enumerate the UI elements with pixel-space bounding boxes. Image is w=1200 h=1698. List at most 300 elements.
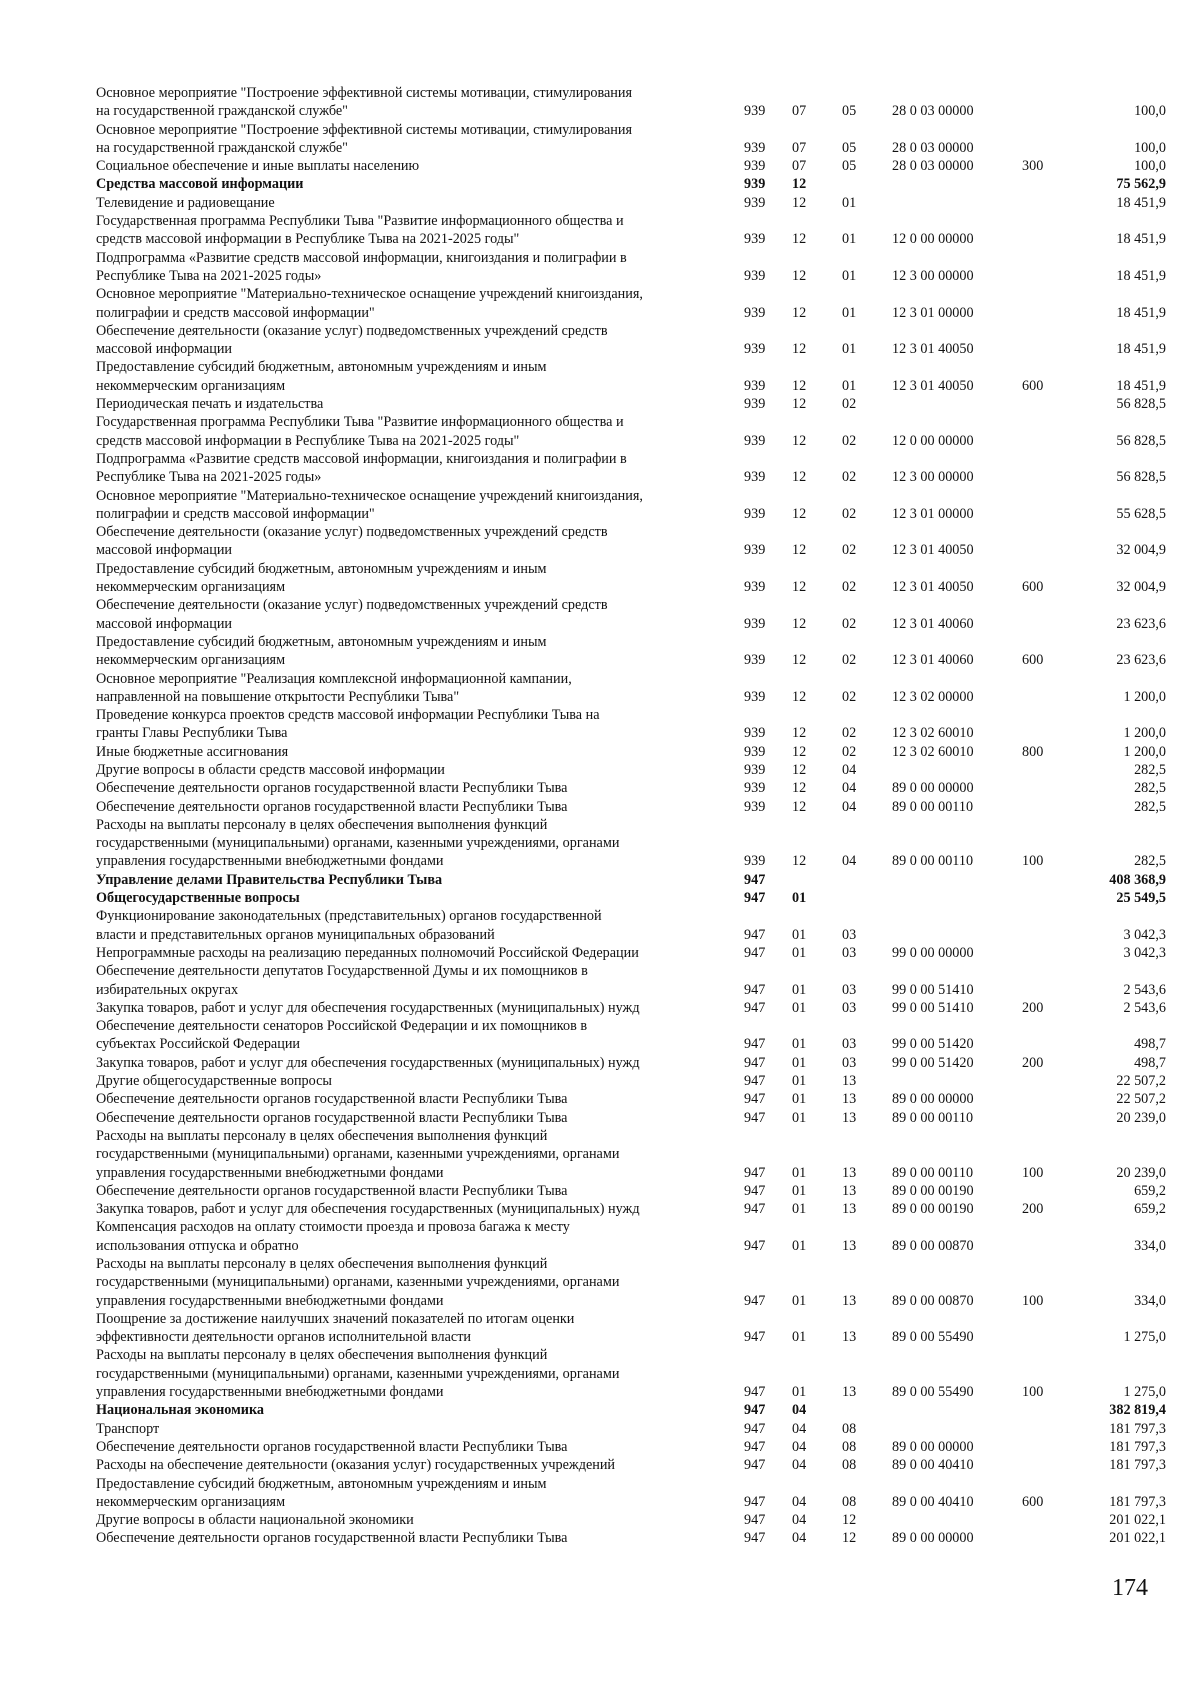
ministry-code: 947: [744, 1292, 766, 1309]
target-article-code: 12 3 01 40050: [892, 377, 974, 394]
table-row: [96, 871, 1166, 889]
table-row: [96, 1090, 1166, 1108]
row-name-line: власти и представительных органов муниципальных образований: [96, 926, 495, 943]
row-name: [96, 1401, 744, 1419]
table-row: [96, 779, 1166, 797]
amount: 201 022,1: [1109, 1530, 1166, 1547]
target-article-code: 89 0 00 00000: [892, 780, 974, 797]
target-article-code: 12 3 02 60010: [892, 725, 974, 742]
target-article-code: 89 0 00 00110: [892, 1109, 974, 1126]
row-name: [96, 1420, 744, 1438]
table-row: [96, 962, 1166, 999]
ministry-code: 947: [744, 1036, 766, 1053]
section-code: 12: [792, 615, 807, 632]
row-name: [96, 871, 744, 889]
amount: 282,5: [1134, 853, 1166, 870]
table-row: [96, 1200, 1166, 1218]
table-row: [96, 1255, 1166, 1310]
ministry-code: 939: [744, 377, 766, 394]
subsection-code: 02: [842, 542, 857, 559]
table-row: [96, 1218, 1166, 1255]
target-article-code: 12 3 01 40060: [892, 615, 974, 632]
amount: 3 042,3: [1123, 926, 1166, 943]
amount: 282,5: [1134, 798, 1166, 815]
row-name-line: массовой информации: [96, 615, 233, 632]
target-article-code: 12 3 01 40050: [892, 542, 974, 559]
subsection-code: 13: [842, 1091, 857, 1108]
row-name-line: Закупка товаров, работ и услуг для обеспечения государственных (муниципальных) нужд: [96, 1054, 640, 1071]
target-article-code: 89 0 00 55490: [892, 1329, 974, 1346]
row-name-line: на государственной гражданской службе": [96, 139, 348, 156]
ministry-code: 939: [744, 798, 766, 815]
section-code: 12: [792, 579, 807, 596]
row-name: [96, 889, 744, 907]
section-code: 12: [792, 542, 807, 559]
page-number: 174: [1112, 1575, 1148, 1601]
row-name: [96, 907, 744, 944]
row-name: [96, 1438, 744, 1456]
amount: 282,5: [1134, 780, 1166, 797]
ministry-code: 947: [744, 1182, 766, 1199]
section-code: 01: [792, 1201, 807, 1218]
amount: 181 797,3: [1109, 1457, 1166, 1474]
expense-type-code: 800: [1022, 743, 1044, 760]
row-name-line: Другие вопросы в области средств массовой информации: [96, 761, 445, 778]
section-code: 04: [792, 1457, 807, 1474]
table-row: [96, 194, 1166, 212]
subsection-code: 02: [842, 469, 857, 486]
target-article-code: 89 0 00 00110: [892, 798, 974, 815]
row-name-line: Периодическая печать и издательства: [96, 396, 324, 413]
amount: 23 623,6: [1116, 652, 1166, 669]
section-code: 07: [792, 139, 807, 156]
section-code: 04: [792, 1402, 807, 1419]
target-article-code: 28 0 03 00000: [892, 139, 974, 156]
target-article-code: 99 0 00 00000: [892, 944, 974, 961]
table-row: [96, 999, 1166, 1017]
subsection-code: 02: [842, 652, 857, 669]
row-name-line: Обеспечение деятельности органов государственной власти Республики Тыва: [96, 1530, 568, 1547]
expense-type-code: 600: [1022, 1493, 1044, 1510]
section-code: 04: [792, 1493, 807, 1510]
row-name: [96, 633, 744, 670]
section-code: 12: [792, 176, 807, 193]
target-article-code: 12 3 01 40050: [892, 341, 974, 358]
row-name-line: Средства массовой информации: [96, 176, 304, 193]
row-name-line: Предоставление субсидий бюджетным, автономным учреждениям и иным: [96, 633, 547, 650]
amount: 181 797,3: [1109, 1493, 1166, 1510]
target-article-code: 28 0 03 00000: [892, 158, 974, 175]
amount: 2 543,6: [1123, 981, 1166, 998]
ministry-code: 947: [744, 871, 766, 888]
row-name: [96, 285, 744, 322]
row-name-line: Компенсация расходов на оплату стоимости проезда и провоза багажа к месту: [96, 1219, 570, 1236]
table-row: [96, 450, 1166, 487]
table-row: [96, 1182, 1166, 1200]
row-name: [96, 1475, 744, 1512]
row-name: [96, 962, 744, 999]
amount: 56 828,5: [1116, 469, 1166, 486]
section-code: 12: [792, 688, 807, 705]
subsection-code: 13: [842, 1109, 857, 1126]
row-name-line: эффективности деятельности органов исполнительной власти: [96, 1329, 471, 1346]
subsection-code: 03: [842, 1036, 857, 1053]
subsection-code: 01: [842, 304, 857, 321]
row-name-line: Основное мероприятие "Построение эффективной системы мотивации, стимулирования: [96, 85, 633, 101]
amount: 20 239,0: [1116, 1164, 1166, 1181]
row-name: [96, 779, 744, 797]
ministry-code: 939: [744, 469, 766, 486]
row-name: [96, 212, 744, 249]
subsection-code: 03: [842, 999, 857, 1016]
row-name-line: Обеспечение деятельности (оказание услуг) подведомственных учреждений средств: [96, 524, 608, 541]
subsection-code: 03: [842, 926, 857, 943]
row-name-line: Государственная программа Республики Тыва "Развитие информационного общества и: [96, 414, 624, 431]
row-name-line: Национальная экономика: [96, 1402, 265, 1419]
table-row: [96, 157, 1166, 175]
row-name-line: Подпрограмма «Развитие средств массовой информации, книгоиздания и полиграфии в: [96, 249, 627, 266]
subsection-code: 02: [842, 688, 857, 705]
row-name: [96, 706, 744, 743]
row-name-line: Основное мероприятие "Реализация комплексной информационной кампании,: [96, 670, 572, 687]
table-row: [96, 84, 1166, 121]
row-name: [96, 1218, 744, 1255]
ministry-code: 947: [744, 1237, 766, 1254]
row-name: [96, 1346, 744, 1401]
table-row: [96, 1017, 1166, 1054]
subsection-code: 02: [842, 615, 857, 632]
section-code: 04: [792, 1438, 807, 1455]
row-name-line: Обеспечение деятельности органов государственной власти Республики Тыва: [96, 780, 568, 797]
table-row: [96, 596, 1166, 633]
target-article-code: 12 3 01 00000: [892, 304, 974, 321]
target-article-code: 99 0 00 51420: [892, 1054, 974, 1071]
row-name: [96, 157, 744, 175]
row-name-line: Обеспечение деятельности органов государственной власти Республики Тыва: [96, 1438, 568, 1455]
row-name-line: полиграфии и средств массовой информации": [96, 505, 375, 522]
ministry-code: 947: [744, 926, 766, 943]
subsection-code: 04: [842, 853, 857, 870]
subsection-code: 03: [842, 981, 857, 998]
row-name: [96, 1072, 744, 1090]
ministry-code: 947: [744, 1402, 766, 1419]
section-code: 12: [792, 432, 807, 449]
subsection-code: 13: [842, 1182, 857, 1199]
row-name-line: средств массовой информации в Республике Тыва на 2021-2025 годы": [96, 432, 520, 449]
amount: 2 543,6: [1123, 999, 1166, 1016]
subsection-code: 08: [842, 1420, 857, 1437]
table-row: [96, 761, 1166, 779]
target-article-code: 89 0 00 00110: [892, 853, 974, 870]
subsection-code: 02: [842, 396, 857, 413]
subsection-code: 08: [842, 1493, 857, 1510]
row-name-line: Управление делами Правительства Республики Тыва: [96, 871, 443, 888]
row-name: [96, 175, 744, 193]
section-code: 01: [792, 890, 807, 907]
row-name-line: направленной на повышение открытости Республики Тыва": [96, 688, 460, 705]
section-code: 12: [792, 267, 807, 284]
row-name: [96, 1200, 744, 1218]
row-name: [96, 1182, 744, 1200]
row-name: [96, 450, 744, 487]
target-article-code: 89 0 00 00190: [892, 1201, 974, 1218]
ministry-code: 939: [744, 194, 766, 211]
section-code: 12: [792, 798, 807, 815]
row-name-line: Государственная программа Республики Тыва "Развитие информационного общества и: [96, 213, 624, 230]
subsection-code: 01: [842, 377, 857, 394]
expense-type-code: 100: [1022, 853, 1044, 870]
section-code: 01: [792, 1073, 807, 1090]
ministry-code: 939: [744, 615, 766, 632]
amount: 100,0: [1134, 158, 1166, 175]
row-name-line: Предоставление субсидий бюджетным, автономным учреждениям и иным: [96, 560, 547, 577]
section-code: 04: [792, 1512, 807, 1529]
subsection-code: 04: [842, 798, 857, 815]
target-article-code: 12 3 02 00000: [892, 688, 974, 705]
table-row: [96, 633, 1166, 670]
ministry-code: 939: [744, 176, 766, 193]
table-row: [96, 1310, 1166, 1347]
section-code: 12: [792, 505, 807, 522]
table-row: [96, 706, 1166, 743]
table-row: [96, 560, 1166, 597]
row-name: [96, 1456, 744, 1474]
section-code: 12: [792, 725, 807, 742]
target-article-code: 89 0 00 40410: [892, 1457, 974, 1474]
ministry-code: 939: [744, 780, 766, 797]
table-row: [96, 1401, 1166, 1419]
row-name-line: использования отпуска и обратно: [96, 1237, 299, 1254]
row-name: [96, 798, 744, 816]
subsection-code: 03: [842, 944, 857, 961]
row-name-line: на государственной гражданской службе": [96, 103, 348, 120]
row-name-line: Расходы на выплаты персоналу в целях обеспечения выполнения функций: [96, 1347, 548, 1364]
amount: 100,0: [1134, 103, 1166, 120]
expense-type-code: 600: [1022, 579, 1044, 596]
row-name-line: Обеспечение деятельности органов государственной власти Республики Тыва: [96, 798, 568, 815]
table-row: [96, 1054, 1166, 1072]
target-article-code: 99 0 00 51410: [892, 981, 974, 998]
amount: 55 628,5: [1116, 505, 1166, 522]
row-name: [96, 1017, 744, 1054]
row-name-line: государственными (муниципальными) органами, казенными учреждениями, органами: [96, 1274, 620, 1291]
target-article-code: 89 0 00 00110: [892, 1164, 974, 1181]
section-code: 12: [792, 853, 807, 870]
row-name-line: Расходы на выплаты персоналу в целях обеспечения выполнения функций: [96, 1127, 548, 1144]
row-name: [96, 761, 744, 779]
subsection-code: 04: [842, 780, 857, 797]
ministry-code: 939: [744, 158, 766, 175]
row-name-line: массовой информации: [96, 542, 233, 559]
table-row: [96, 175, 1166, 193]
row-name-line: Основное мероприятие "Материально-техническое оснащение учреждений книгоиздания,: [96, 286, 643, 303]
table-row: [96, 1420, 1166, 1438]
row-name-line: средств массовой информации в Республике Тыва на 2021-2025 годы": [96, 231, 520, 248]
table-row: [96, 889, 1166, 907]
table-row: [96, 1475, 1166, 1512]
subsection-code: 01: [842, 194, 857, 211]
ministry-code: 947: [744, 1329, 766, 1346]
row-name-line: Республике Тыва на 2021-2025 годы»: [96, 267, 322, 284]
amount: 382 819,4: [1109, 1402, 1166, 1419]
table-row: [96, 907, 1166, 944]
section-code: 12: [792, 194, 807, 211]
section-code: 01: [792, 1091, 807, 1108]
section-code: 12: [792, 780, 807, 797]
section-code: 07: [792, 103, 807, 120]
subsection-code: 02: [842, 743, 857, 760]
amount: 18 451,9: [1116, 267, 1166, 284]
ministry-code: 947: [744, 1493, 766, 1510]
subsection-code: 02: [842, 432, 857, 449]
target-article-code: 89 0 00 55490: [892, 1384, 974, 1401]
section-code: 12: [792, 304, 807, 321]
row-name: [96, 322, 744, 359]
row-name: [96, 84, 744, 121]
ministry-code: 939: [744, 652, 766, 669]
section-code: 12: [792, 469, 807, 486]
section-code: 01: [792, 1182, 807, 1199]
target-article-code: 89 0 00 00870: [892, 1292, 974, 1309]
expense-type-code: 200: [1022, 1201, 1044, 1218]
ministry-code: 947: [744, 1054, 766, 1071]
table-row: [96, 798, 1166, 816]
subsection-code: 13: [842, 1292, 857, 1309]
ministry-code: 939: [744, 542, 766, 559]
amount: 498,7: [1134, 1054, 1166, 1071]
table-row: [96, 285, 1166, 322]
row-name: [96, 944, 744, 962]
row-name: [96, 1127, 744, 1182]
row-name-line: управления государственными внебюджетными фондами: [96, 1384, 444, 1401]
row-name: [96, 1310, 744, 1347]
amount: 1 275,0: [1123, 1329, 1166, 1346]
row-name-line: Республике Тыва на 2021-2025 годы»: [96, 469, 322, 486]
row-name: [96, 1054, 744, 1072]
section-code: 12: [792, 652, 807, 669]
ministry-code: 947: [744, 1530, 766, 1547]
row-name-line: Проведение конкурса проектов средств массовой информации Республики Тыва на: [96, 707, 600, 724]
amount: 22 507,2: [1116, 1073, 1166, 1090]
subsection-code: 02: [842, 579, 857, 596]
ministry-code: 939: [744, 341, 766, 358]
row-name-line: Транспорт: [96, 1420, 160, 1437]
ministry-code: 947: [744, 944, 766, 961]
row-name-line: Основное мероприятие "Построение эффективной системы мотивации, стимулирования: [96, 121, 633, 138]
section-code: 01: [792, 1384, 807, 1401]
target-article-code: 12 0 00 00000: [892, 231, 974, 248]
expense-type-code: 200: [1022, 999, 1044, 1016]
row-name-line: Функционирование законодательных (представительных) органов государственной: [96, 908, 602, 925]
ministry-code: 939: [744, 267, 766, 284]
amount: 3 042,3: [1123, 944, 1166, 961]
row-name-line: Обеспечение деятельности органов государственной власти Республики Тыва: [96, 1091, 568, 1108]
section-code: 01: [792, 981, 807, 998]
subsection-code: 13: [842, 1164, 857, 1181]
row-name-line: избирательных округах: [96, 981, 239, 998]
amount: 1 275,0: [1123, 1384, 1166, 1401]
section-code: 12: [792, 231, 807, 248]
table-row: [96, 413, 1166, 450]
expense-type-code: 100: [1022, 1292, 1044, 1309]
subsection-code: 12: [842, 1530, 857, 1547]
row-name: [96, 121, 744, 158]
subsection-code: 05: [842, 158, 857, 175]
target-article-code: 99 0 00 51410: [892, 999, 974, 1016]
subsection-code: 08: [842, 1438, 857, 1455]
row-name-line: Обеспечение деятельности сенаторов Российской Федерации и их помощников в: [96, 1018, 588, 1035]
subsection-code: 03: [842, 1054, 857, 1071]
row-name-line: Социальное обеспечение и иные выплаты населению: [96, 158, 420, 175]
subsection-code: 01: [842, 341, 857, 358]
amount: 100,0: [1134, 139, 1166, 156]
section-code: 01: [792, 1237, 807, 1254]
ministry-code: 939: [744, 853, 766, 870]
amount: 498,7: [1134, 1036, 1166, 1053]
table-row: [96, 121, 1166, 158]
ministry-code: 939: [744, 304, 766, 321]
amount: 659,2: [1134, 1201, 1166, 1218]
row-name: [96, 413, 744, 450]
table-row: [96, 523, 1166, 560]
subsection-code: 02: [842, 725, 857, 742]
target-article-code: 89 0 00 00870: [892, 1237, 974, 1254]
table-row: [96, 1127, 1166, 1182]
expense-type-code: 600: [1022, 652, 1044, 669]
section-code: 01: [792, 944, 807, 961]
amount: 282,5: [1134, 761, 1166, 778]
target-article-code: 99 0 00 51420: [892, 1036, 974, 1053]
expense-type-code: 600: [1022, 377, 1044, 394]
ministry-code: 947: [744, 999, 766, 1016]
ministry-code: 947: [744, 1420, 766, 1437]
expense-type-code: 200: [1022, 1054, 1044, 1071]
subsection-code: 01: [842, 231, 857, 248]
row-name-line: Обеспечение деятельности (оказание услуг) подведомственных учреждений средств: [96, 322, 608, 339]
row-name: [96, 249, 744, 286]
row-name: [96, 395, 744, 413]
row-name-line: Закупка товаров, работ и услуг для обеспечения государственных (муниципальных) нужд: [96, 1201, 640, 1218]
section-code: 01: [792, 1164, 807, 1181]
subsection-code: 05: [842, 103, 857, 120]
row-name-line: некоммерческим организациям: [96, 1493, 286, 1510]
table-row: [96, 212, 1166, 249]
row-name-line: управления государственными внебюджетными фондами: [96, 853, 444, 870]
section-code: 04: [792, 1420, 807, 1437]
row-name-line: Общегосударственные вопросы: [96, 890, 300, 907]
section-code: 12: [792, 743, 807, 760]
target-article-code: 12 0 00 00000: [892, 432, 974, 449]
subsection-code: 13: [842, 1237, 857, 1254]
table-row: [96, 1456, 1166, 1474]
row-name-line: Подпрограмма «Развитие средств массовой информации, книгоиздания и полиграфии в: [96, 450, 627, 467]
row-name-line: Обеспечение деятельности (оказание услуг) подведомственных учреждений средств: [96, 597, 608, 614]
table-row: [96, 1438, 1166, 1456]
section-code: 12: [792, 396, 807, 413]
amount: 25 549,5: [1116, 890, 1166, 907]
row-name: [96, 999, 744, 1017]
row-name: [96, 560, 744, 597]
budget-table: [96, 84, 1166, 1548]
section-code: 01: [792, 999, 807, 1016]
amount: 56 828,5: [1116, 432, 1166, 449]
ministry-code: 939: [744, 761, 766, 778]
section-code: 01: [792, 1036, 807, 1053]
row-name: [96, 743, 744, 761]
row-name: [96, 1529, 744, 1547]
subsection-code: 13: [842, 1384, 857, 1401]
row-name-line: Основное мероприятие "Материально-техническое оснащение учреждений книгоиздания,: [96, 487, 643, 504]
